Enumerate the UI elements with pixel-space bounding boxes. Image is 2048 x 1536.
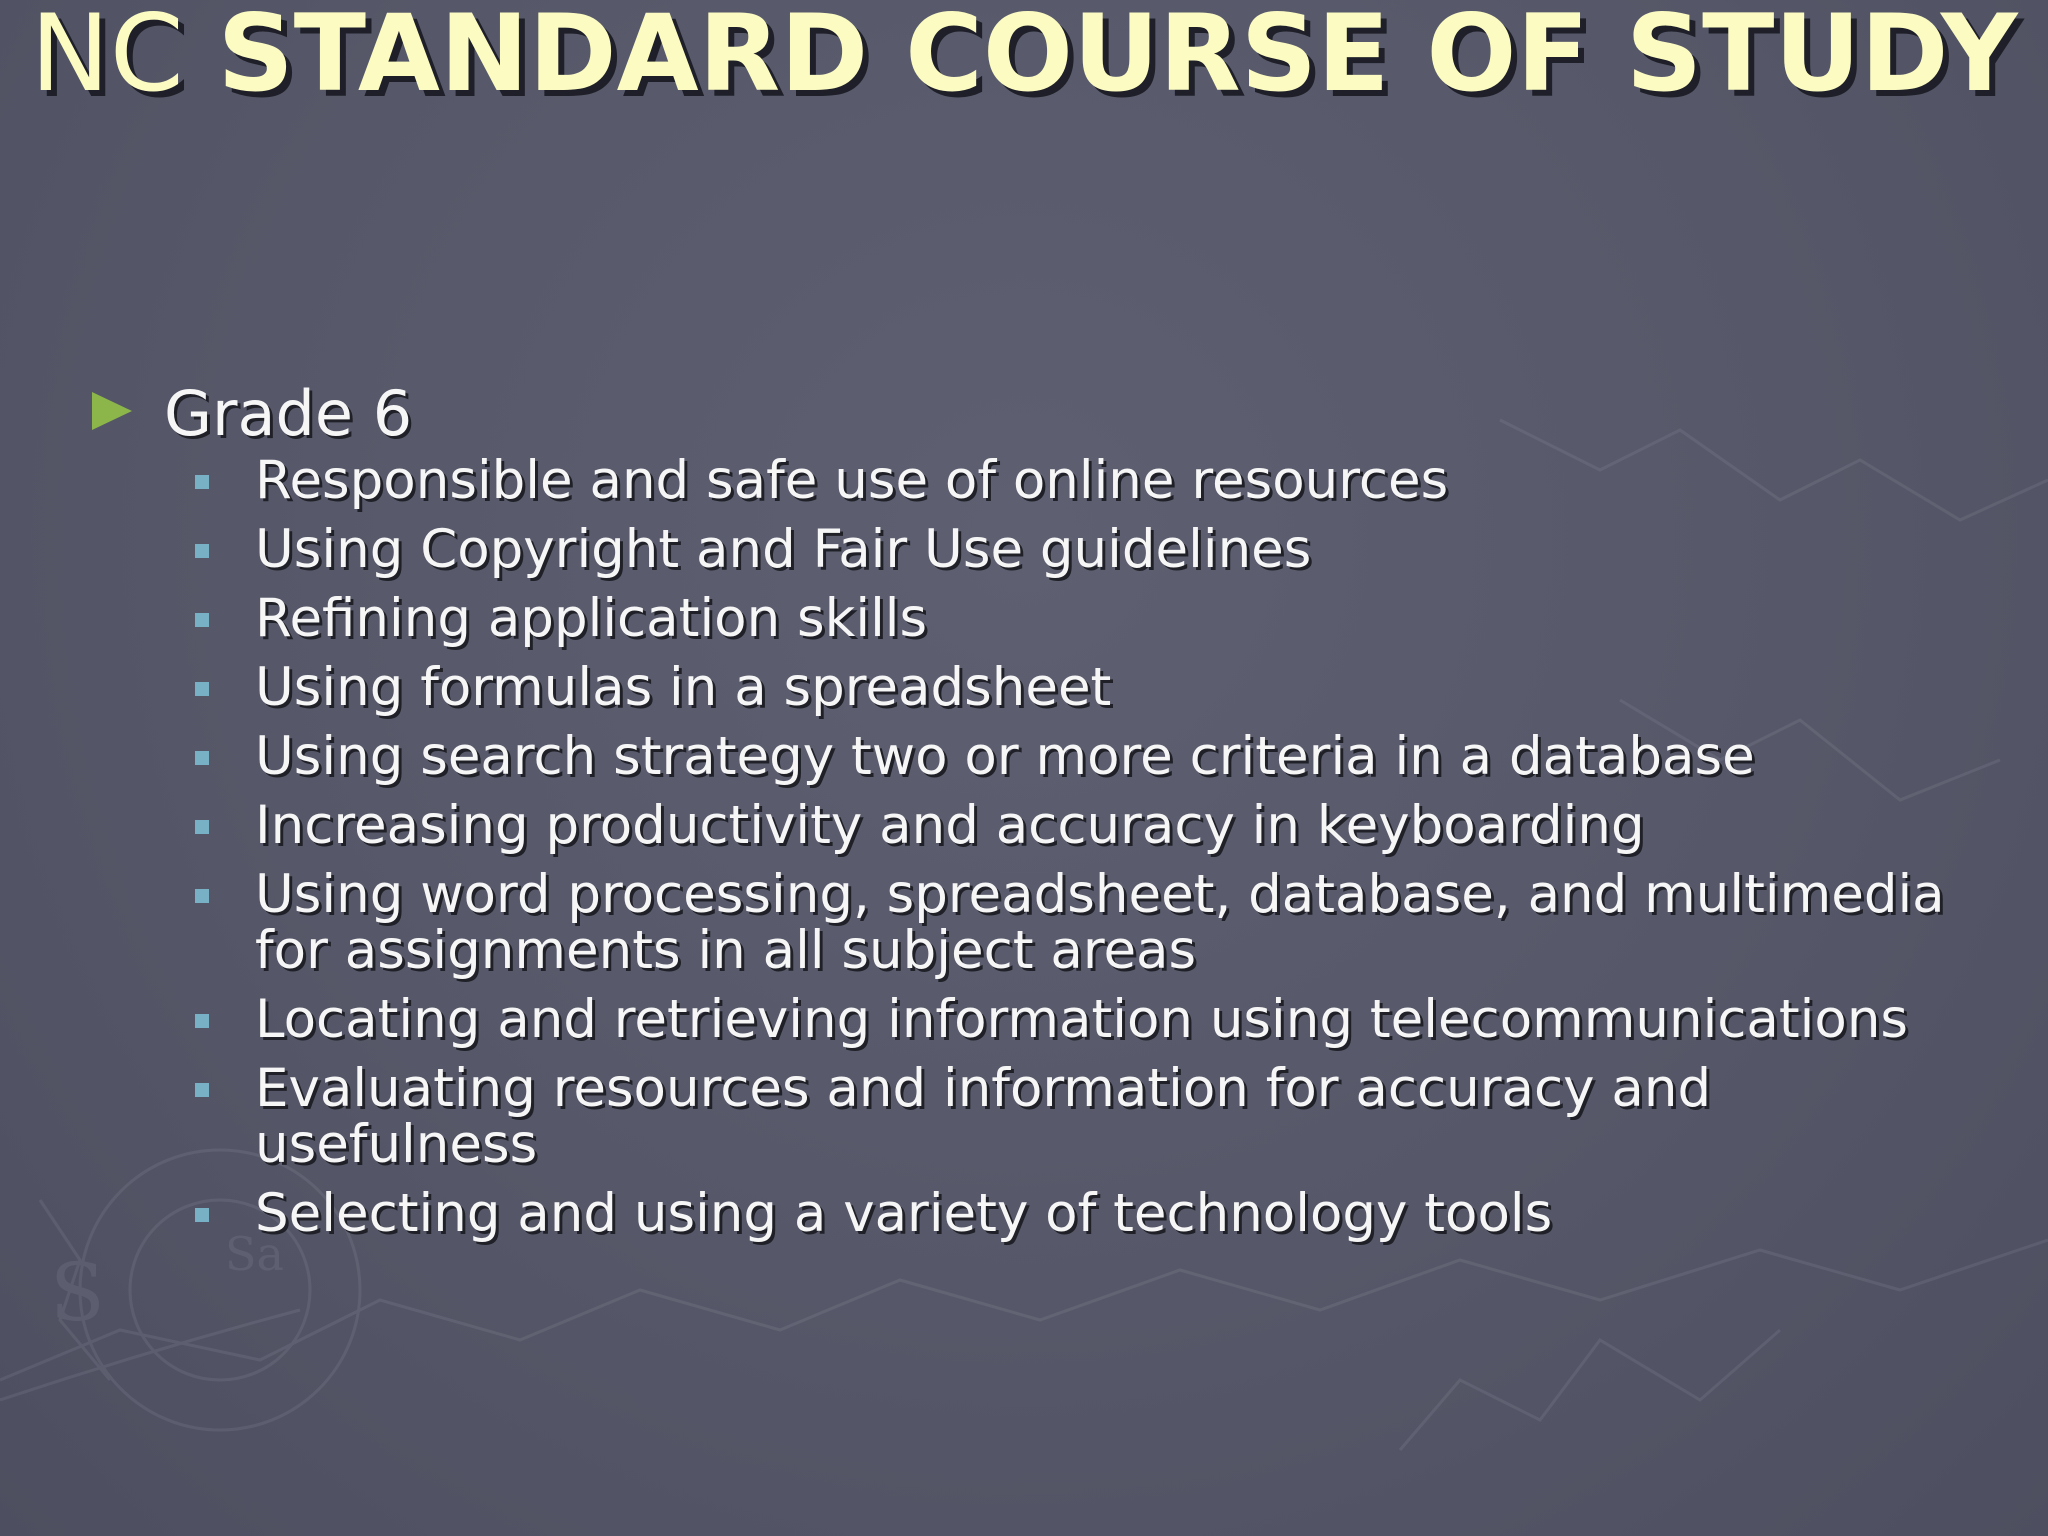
square-bullet-icon <box>195 1208 209 1222</box>
list-item-text: Responsible and safe use of online resources <box>255 450 1449 511</box>
list-item-text: Evaluating resources and information for accuracy and usefulness <box>255 1058 1712 1175</box>
list-item-text: Increasing productivity and accuracy in keyboarding <box>255 795 1645 856</box>
list-item <box>193 1183 1993 1244</box>
svg-text:S: S <box>50 1246 105 1339</box>
standards-list <box>193 450 1993 1255</box>
list-item-text: Using formulas in a spreadsheet <box>255 657 1112 718</box>
list-item-text: Using search strategy two or more criteria in a database <box>255 726 1755 787</box>
square-bullet-icon <box>195 889 209 903</box>
list-item <box>193 989 1993 1050</box>
grade-heading-label: Grade 6 <box>164 377 413 450</box>
square-bullet-icon <box>195 1083 209 1097</box>
slide-title <box>0 0 2048 122</box>
svg-text:Sa: Sa <box>225 1227 284 1281</box>
list-item-text: Refining application skills <box>255 588 928 649</box>
list-item <box>193 795 1993 856</box>
triangle-bullet-icon <box>92 392 132 430</box>
title-prefix: NC <box>30 0 218 115</box>
square-bullet-icon <box>195 751 209 765</box>
list-item <box>193 519 1993 580</box>
grade-heading <box>92 374 412 454</box>
list-item <box>193 864 1993 981</box>
list-item <box>193 588 1993 649</box>
list-item-text: Selecting and using a variety of technology tools <box>255 1183 1553 1244</box>
square-bullet-icon <box>195 544 209 558</box>
list-item-text: Using Copyright and Fair Use guidelines <box>255 519 1312 580</box>
list-item-text: Using word processing, spreadsheet, database, and multimedia for assignments in all subject areas <box>255 864 1945 981</box>
square-bullet-icon <box>195 820 209 834</box>
list-item <box>193 450 1993 511</box>
title-main: STANDARD COURSE OF STUDY <box>217 0 2018 115</box>
square-bullet-icon <box>195 1014 209 1028</box>
list-item-text: Locating and retrieving information using telecommunications <box>255 989 1909 1050</box>
list-item <box>193 726 1993 787</box>
list-item <box>193 1058 1993 1175</box>
square-bullet-icon <box>195 682 209 696</box>
square-bullet-icon <box>195 613 209 627</box>
list-item <box>193 657 1993 718</box>
square-bullet-icon <box>195 475 209 489</box>
